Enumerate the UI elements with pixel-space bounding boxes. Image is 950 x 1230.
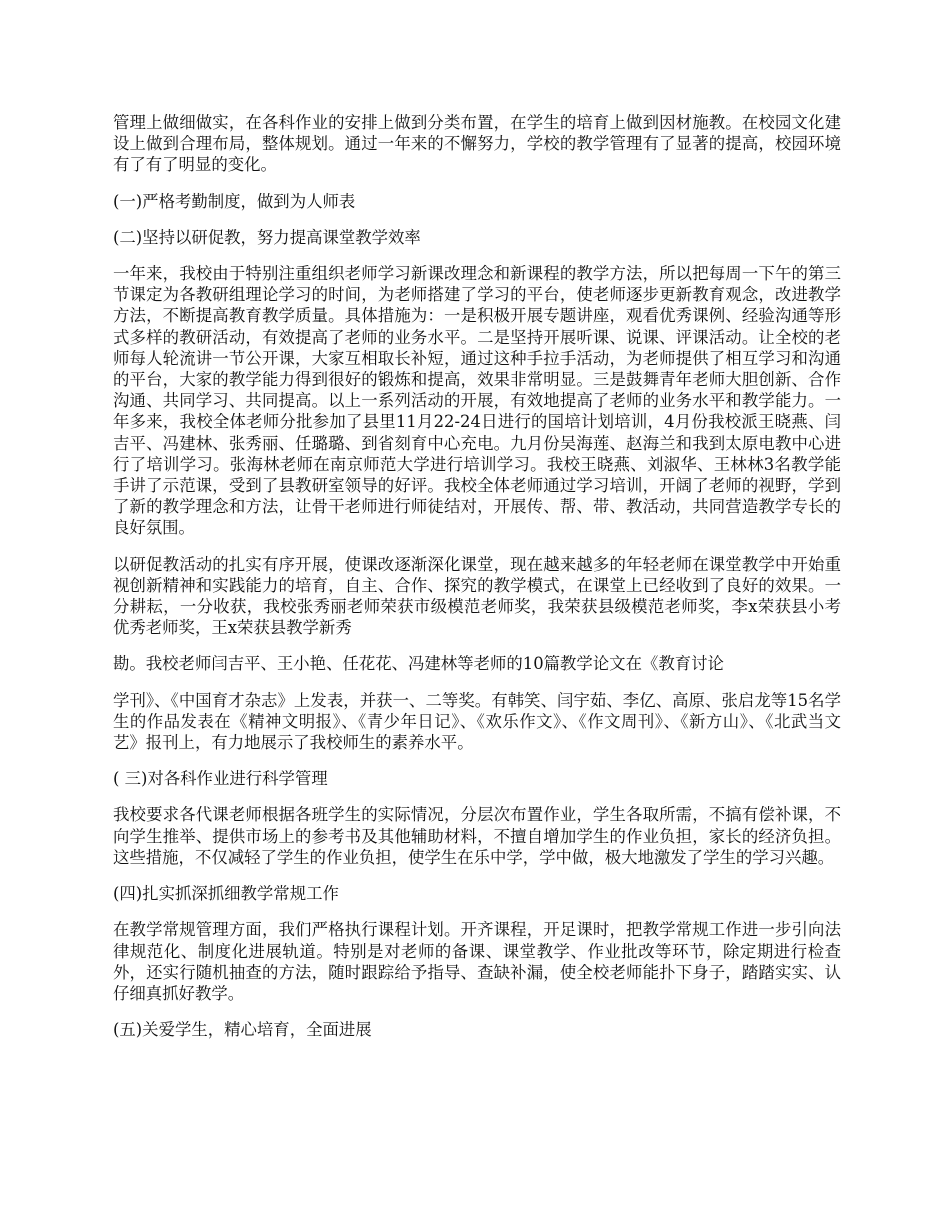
section-heading-4: (四)扎实抓深抓细教学常规工作: [113, 884, 339, 904]
section-heading-2: (二)坚持以研促教，努力提高课堂教学效率: [113, 227, 421, 247]
section-heading-1: (一)严格考勤制度，做到为人师表: [113, 191, 356, 211]
paragraph-intro: 管理上做细做实，在各科作业的安排上做到分类布置，在学生的培育上做到因材施教。在校园文化建设上做到合理布局，整体规划。通过一年来的不懈努力，学校的教学管理有了显著的提高，校园环境有了有了明显的变化。: [113, 113, 841, 175]
paragraph-publications: 学刊》、《中国育才杂志》上发表，并获一、二等奖。有韩笑、闫宇茹、李亿、高原、张启龙等15名学生的作品发表在《精神文明报》、《青少年日记》、《欢乐作文》、《作文周刊》、《新方山》、《北武当文艺》报刊上，有力地展示了我校师生的素养水平。: [113, 690, 841, 753]
paragraph-homework: 我校要求各代课老师根据各班学生的实际情况，分层次布置作业，学生各取所需，不搞有偿补课，不向学生推举、提供市场上的参考书及其他辅助材料，不擅自增加学生的作业负担，家长的经济负担。这些措施，不仅减轻了学生的作业负担，使学生在乐中学，学中做，极大地激发了学生的学习兴趣。: [113, 805, 841, 867]
document-page: [113, 112, 841, 1055]
paragraph-routine: 在教学常规管理方面，我们严格执行课程计划。开齐课程，开足课时，把教学常规工作进一步引向法律规范化、制度化进展轨道。特别是对老师的备课、课堂教学、作业批改等环节，除定期进行检查外，还实行随机抽查的方法，随时跟踪给予指导、查缺补漏，使全校老师能扑下身子，踏踏实实、认仔细真抓好教学。: [113, 920, 841, 1003]
paragraph-papers: 勘。我校老师闫吉平、王小艳、任花花、冯建林等老师的10篇教学论文在《教育讨论: [113, 654, 724, 674]
section-heading-5: (五)关爱学生，精心培育，全面进展: [113, 1020, 372, 1040]
section-heading-3: ( 三)对各科作业进行科学管理: [113, 769, 328, 789]
paragraph-results: 以研促教活动的扎实有序开展，使课改逐渐深化课堂，现在越来越多的年轻老师在课堂教学中开始重视创新精神和实践能力的培育，自主、合作、探究的教学模式，在课堂上已经收到了良好的效果。一分耕耘，一分收获，我校张秀丽老师荣获市级模范老师奖，我荣获县级模范老师奖，李x荣获县小考优秀老师奖，王x荣获县教学新秀: [113, 554, 841, 638]
paragraph-research-teaching: 一年来，我校由于特别注重组织老师学习新课改理念和新课程的教学方法，所以把每周一下午的第三节课定为各教研组理论学习的时间，为老师搭建了学习的平台，使老师逐步更新教育观念，改进教学方法，不断提高教育教学质量。具体措施为：一是积极开展专题讲座，观看优秀课例、经验沟通等形式多样的教研活动，有效提高了老师的业务水平。二是坚持开展听课、说课、评课活动。让全校的老师每人轮流讲一节公开课，大家互相取长补短，通过这种手拉手活动，为老师提供了相互学习和沟通的平台，大家的教学能力得到很好的锻炼和提高，效果非常明显。三是鼓舞青年老师大胆创新、合作沟通、共同学习、共同提高。以上一系列活动的开展，有效地提高了老师的业务水平和教学能力。一年多来，我校全体老师分批参加了县里11月22-24日进行的国培计划培训，4月份我校派王晓燕、闫吉平、冯建林、张秀丽、任璐璐、到省刻育中心充电。九月份吴海莲、赵海兰和我到太原电教中心进行了培训学习。张海林老师在南京师范大学进行培训学习。我校王晓燕、刘淑华、王林林3名教学能手讲了示范课，受到了县教研室领导的好评。我校全体老师通过学习培训，开阔了老师的视野，学到了新的教学理念和方法，让骨干老师进行师徒结对，开展传、帮、带、教活动，共同营造教学专长的良好氛围。: [113, 264, 841, 538]
